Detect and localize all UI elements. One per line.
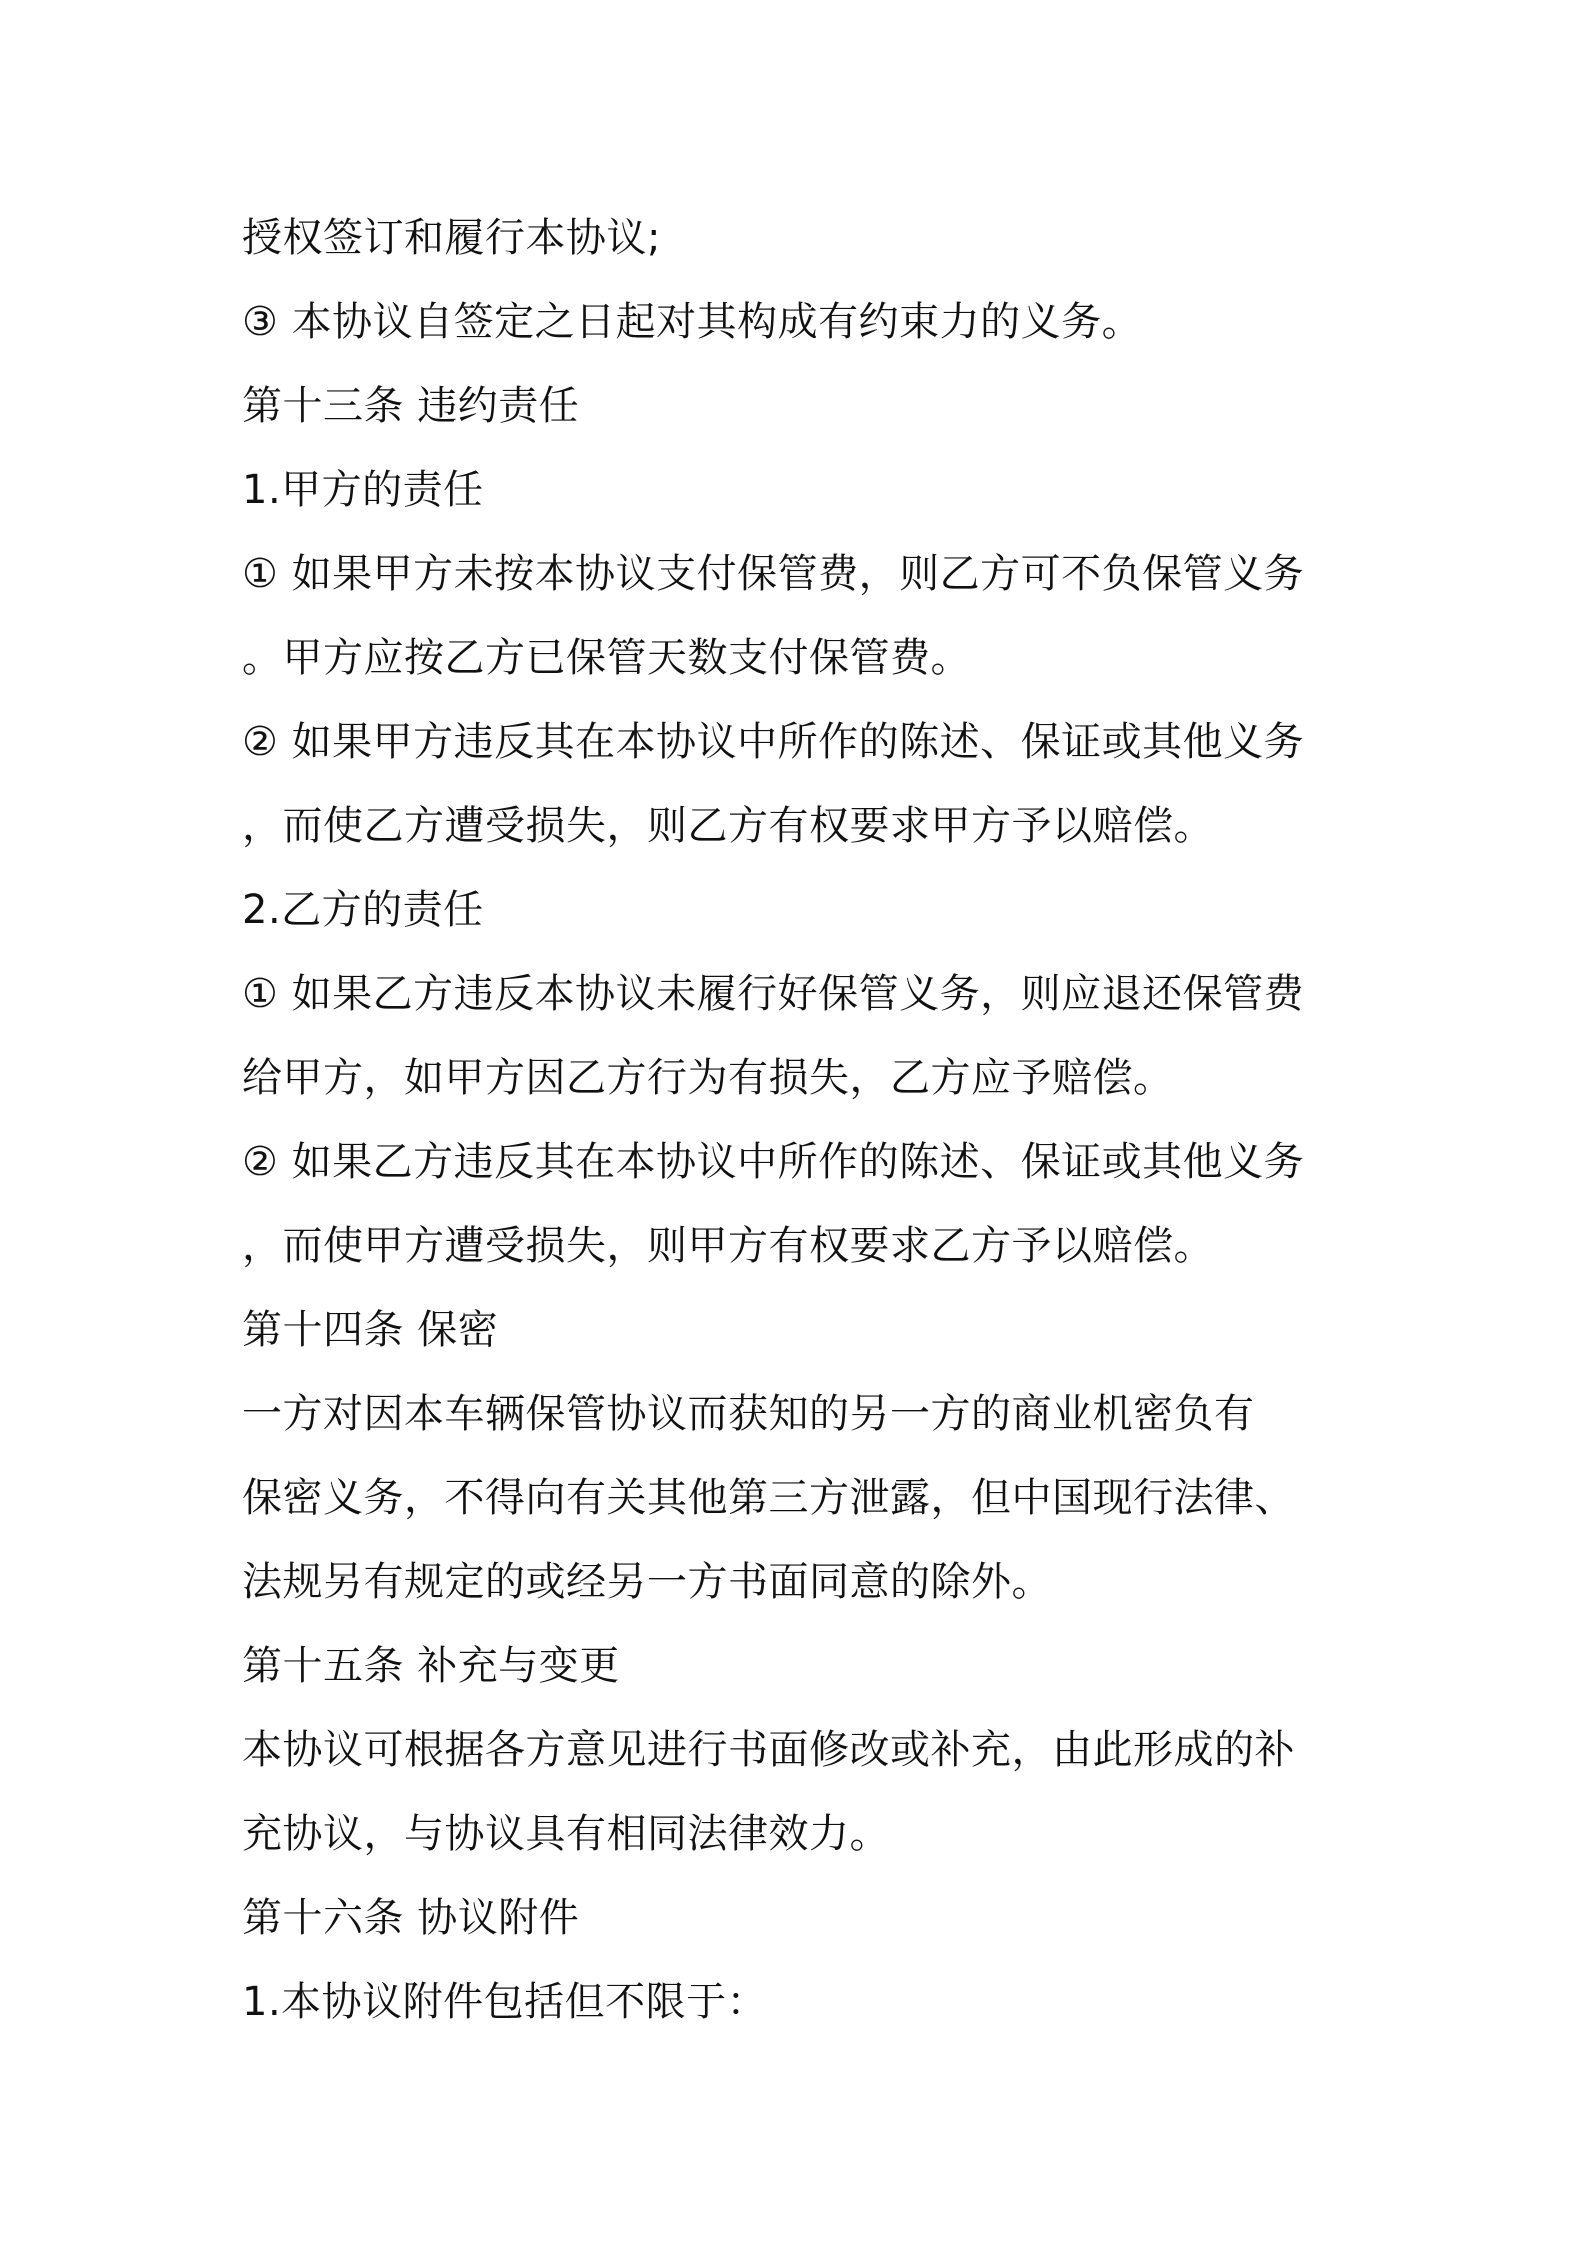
article-heading: 第十三条 违约责任 — [242, 383, 580, 429]
text-line: 法规另有规定的或经另一方书面同意的除外。 — [242, 1559, 1052, 1605]
section-heading: 1.甲方的责任 — [242, 467, 484, 513]
text-line: ③ 本协议自签定之日起对其构成有约束力的义务。 — [242, 299, 1143, 345]
document-body — [242, 196, 1362, 2044]
text-line: ① 如果乙方违反本协议未履行好保管义务，则应退还保管费 — [242, 971, 1305, 1017]
text-line: ，而使甲方遭受损失，则甲方有权要求乙方予以赔偿。 — [242, 1223, 1214, 1269]
text-line: 给甲方，如甲方因乙方行为有损失，乙方应予赔偿。 — [242, 1055, 1174, 1101]
text-line: 一方对因本车辆保管协议而获知的另一方的商业机密负有 — [242, 1391, 1255, 1437]
text-line: 本协议可根据各方意见进行书面修改或补充，由此形成的补 — [242, 1727, 1295, 1773]
text-line: ② 如果甲方违反其在本协议中所作的陈述、保证或其他义务 — [242, 719, 1305, 765]
text-line: 保密义务，不得向有关其他第三方泄露，但中国现行法律、 — [242, 1475, 1295, 1521]
text-line: ② 如果乙方违反其在本协议中所作的陈述、保证或其他义务 — [242, 1139, 1305, 1185]
section-heading: 1.本协议附件包括但不限于： — [242, 1979, 768, 2025]
article-heading: 第十六条 协议附件 — [242, 1895, 580, 1941]
text-line: 充协议，与协议具有相同法律效力。 — [242, 1811, 890, 1857]
article-heading: 第十五条 补充与变更 — [242, 1643, 620, 1689]
section-heading: 2.乙方的责任 — [242, 887, 484, 933]
article-heading: 第十四条 保密 — [242, 1307, 499, 1353]
text-line: 。甲方应按乙方已保管天数支付保管费。 — [242, 635, 971, 681]
text-line: ① 如果甲方未按本协议支付保管费，则乙方可不负保管义务 — [242, 551, 1305, 597]
text-line: 授权签订和履行本协议; — [242, 215, 661, 261]
text-line: ，而使乙方遭受损失，则乙方有权要求甲方予以赔偿。 — [242, 803, 1214, 849]
